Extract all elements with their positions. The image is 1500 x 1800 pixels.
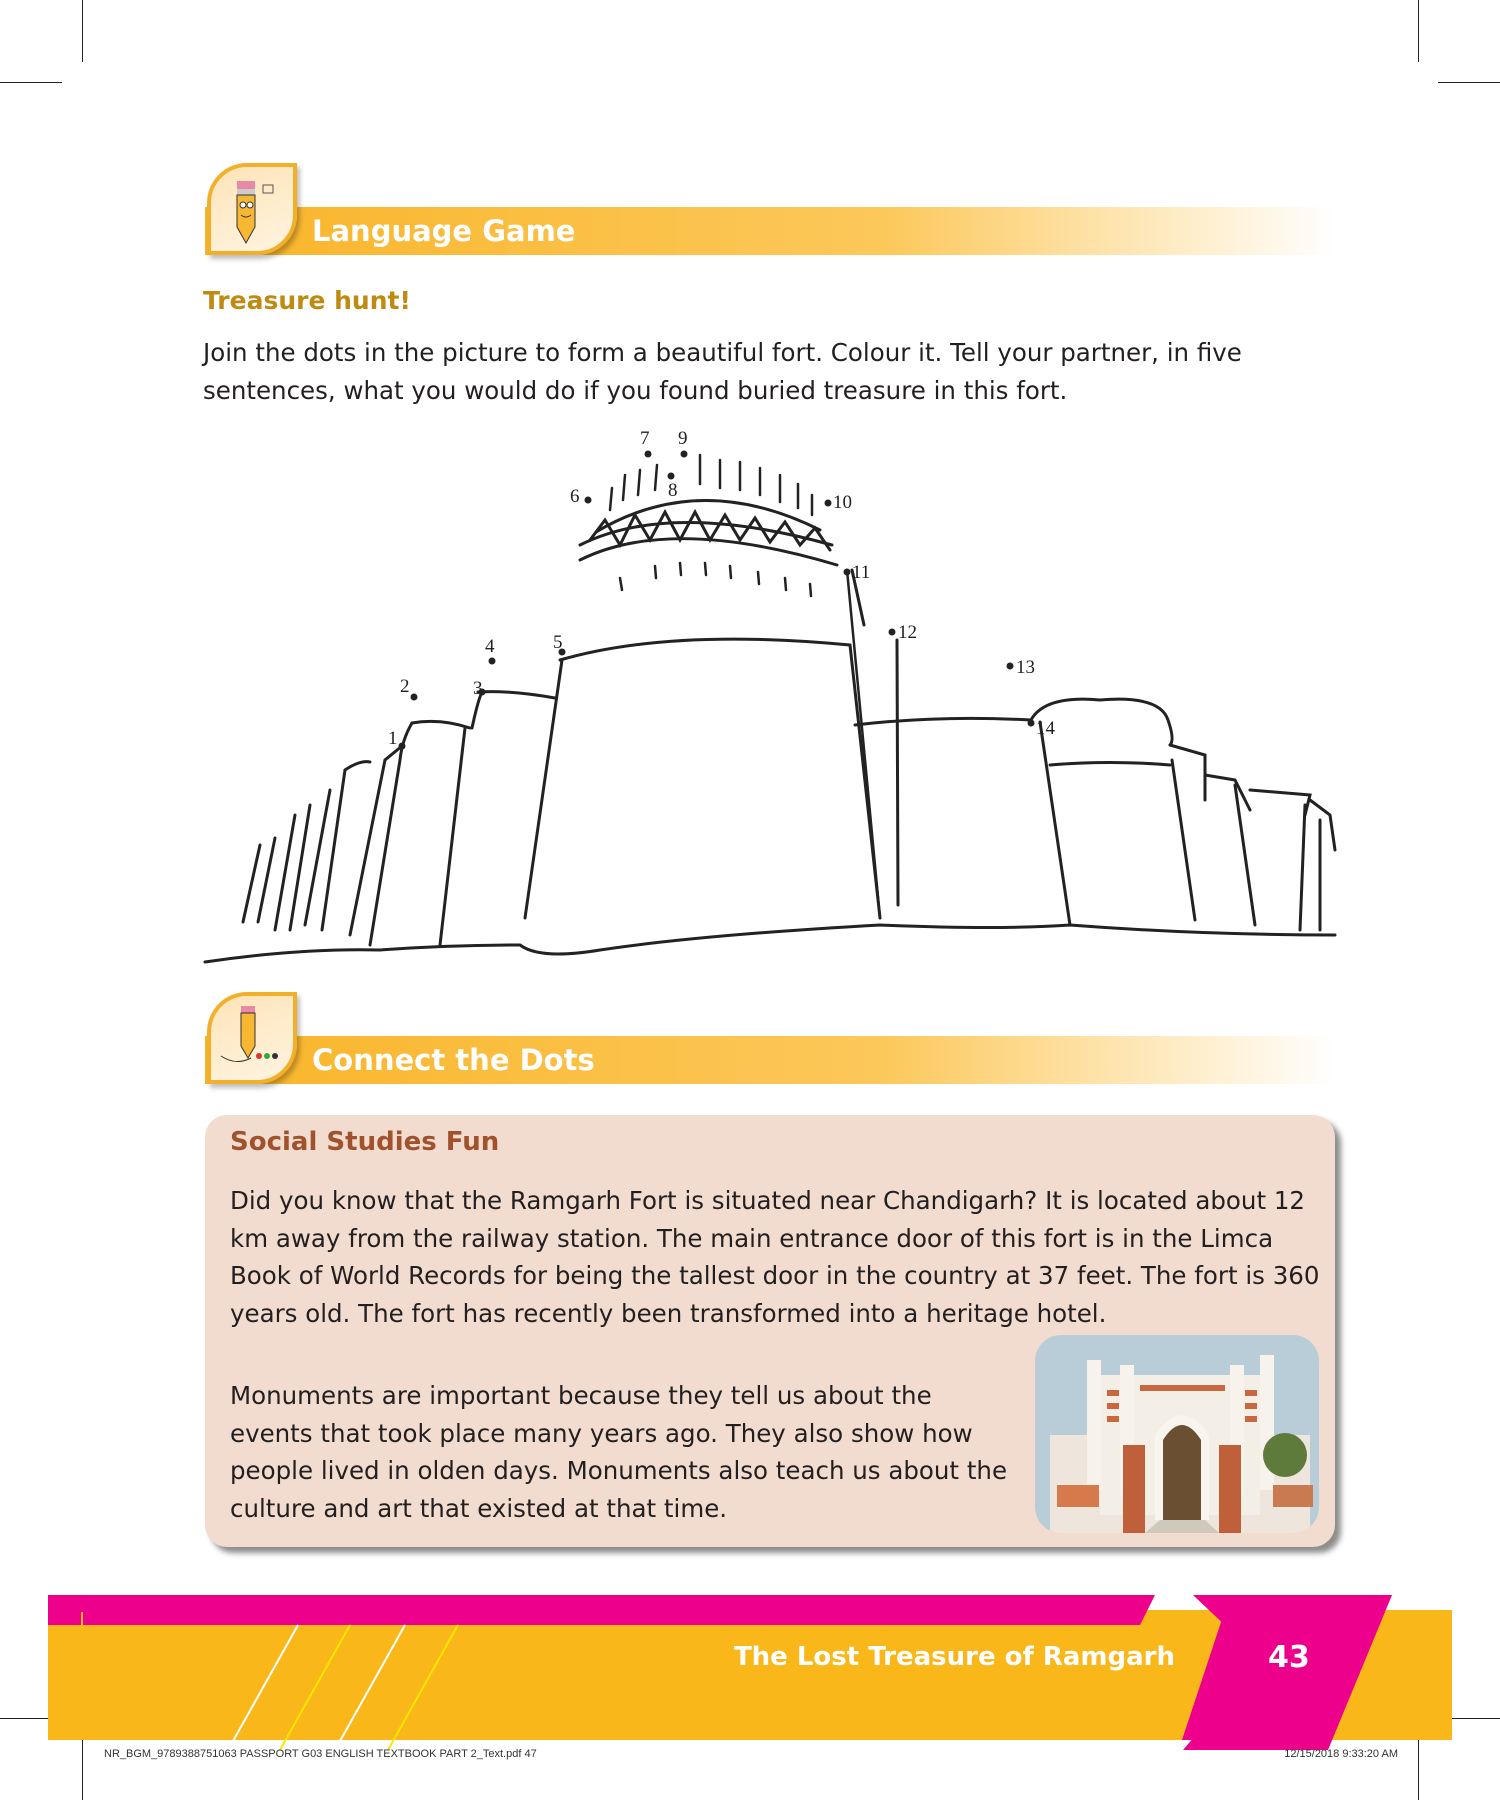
dot-label: 10 xyxy=(833,492,852,513)
fact-paragraph: Monuments are important because they tell us about the events that took place many years ago. They also show how people lived in olden days. Monuments also teach us about the culture and art that existed at that time. xyxy=(230,1381,1008,1523)
chapter-title: The Lost Treasure of Ramgarh xyxy=(733,1642,1175,1672)
dot-label: 7 xyxy=(640,428,650,449)
dot-label: 14 xyxy=(1036,718,1055,739)
dot-label: 11 xyxy=(852,562,871,583)
print-timestamp: 12/15/2018 9:33:20 AM xyxy=(1284,1748,1398,1760)
dot-label: 9 xyxy=(678,428,688,449)
dot-label: 8 xyxy=(668,480,678,501)
page-number: 43 xyxy=(1268,1640,1310,1675)
dot-label: 2 xyxy=(400,676,410,697)
file-info: NR_BGM_9789388751063 PASSPORT G03 ENGLISH TEXTBOOK PART 2_Text.pdf 47 xyxy=(104,1748,537,1760)
social-studies-fact-box xyxy=(205,1115,1335,1547)
dot-label: 1 xyxy=(388,728,398,749)
pencil-dots-mascot-icon xyxy=(207,992,297,1084)
dot-label: 4 xyxy=(485,636,495,657)
activity-instructions: Join the dots in the picture to form a beautiful fort. Colour it. Tell your partner, in five sentences, what you would do if you found buried treasure in this fort. xyxy=(203,338,1242,405)
dot-label: 3 xyxy=(473,678,483,699)
activity-heading: Treasure hunt! xyxy=(203,286,411,315)
fact-paragraph: Did you know that the Ramgarh Fort is situated near Chandigarh? It is located about 12 km away from the railway station. The main entrance door of this fort is in the Limca Book of World Records for being the tallest door in the country at 37 feet. The fort is 360 years old. The fort has recently been transformed into a heritage hotel. xyxy=(230,1186,1320,1328)
dot-label: 12 xyxy=(898,622,917,643)
dot-label: 6 xyxy=(570,486,580,507)
dot-label: 5 xyxy=(553,632,563,653)
fact-box-title: Social Studies Fun xyxy=(230,1127,500,1157)
section-title: Connect the Dots xyxy=(312,1043,595,1077)
section-title: Language Game xyxy=(312,214,576,248)
dot-label: 13 xyxy=(1016,657,1035,678)
ramgarh-fort-photo xyxy=(1035,1335,1319,1533)
